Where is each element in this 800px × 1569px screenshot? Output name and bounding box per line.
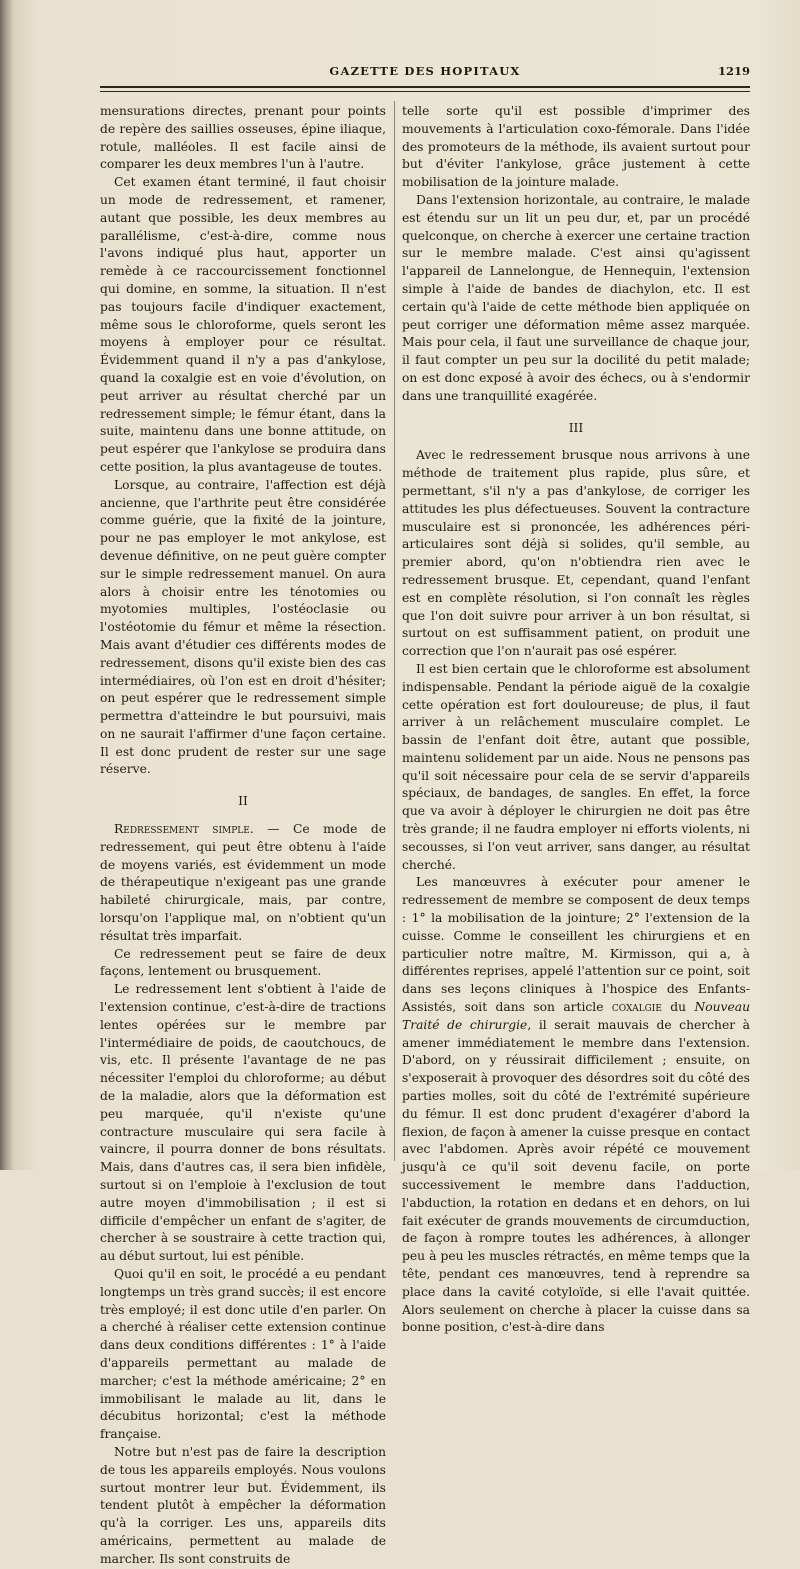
book-title: Nouveau Traité de chirurgie [402, 1000, 750, 1032]
section-heading: III [568, 420, 584, 435]
right-column [402, 103, 750, 1337]
page-number: 1219 [717, 64, 750, 78]
section-heading: II [238, 794, 248, 809]
paragraph: Quoi qu'il en soit, le procédé a eu pendant longtemps un très grand succès; il est encore très employé; il est donc utile d'en parler. On a cherché à réaliser cette extension continue dans deux conditions différentes : 1° à l'aide d'appareils permettant au malade de marcher; c'est la méthode américaine; 2° en immobilisant le malade au lit, dans le décubitus horizontal; c'est la méthode française. [100, 1267, 386, 1442]
running-title: GAZETTE DES HOPITAUX [329, 64, 521, 78]
left-column [100, 103, 386, 1569]
page-header [100, 64, 750, 82]
paragraph: Cet examen étant terminé, il faut choisir un mode de redressement, et ramener, autant que possible, les deux membres au parallélisme, c'est-à-dire, comme nous l'avons indiqué plus haut, apporter un remède à ce raccourcissement fonctionnel qui domine, en somme, la situation. Il n'est pas toujours facile d'indiquer exactement, même sous le chloroforme, quels seront les moyens à employer pour ce résultat. Évidemment quand il n'y a pas d'ankylose, quand la coxalgie est en voie d'évolution, on peut arriver au résultat cherché par un redressement simple; le fémur étant, dans la suite, maintenu dans une bonne attitude, on peut espérer que l'ankylose se produira dans cette position, la plus avantageuse de toutes. [100, 175, 386, 474]
paragraph-text: du [661, 1000, 695, 1015]
paragraph-text: , il serait mauvais de chercher à amener immédiatement le membre dans l'extension. D'abord, on y réussirait difficilement ; ensuite, on s'exposerait à provoquer des désordres soit du côté des parties molles, soit du côté de l'extrémité supérieure du fémur. Il est donc prudent d'exagérer d'abord la flexion, de façon à amener la cuisse presque en contact avec l'abdomen. Après avoir répété ce mouvement jusqu'à ce qu'il soit devenu facile, on porte successivement le membre dans l'adduction, l'abduction, la rotation en dedans et en dehors, on lui fait exécuter de grands mouvements de circumduction, de façon à rompre toutes les adhérences, à allonger peu à peu les muscles rétractés, en même temps que la tête, pendant ces manœuvres, tend à reprendre sa place dans la cavité cotyloïde, si elle l'avait quittée. Alors seulement on cherche à placer la cuisse dans sa bonne position, c'est-à-dire dans [402, 1017, 750, 1335]
paragraph: Il est bien certain que le chloroforme est absolument indispensable. Pendant la période aiguë de la coxalgie cette opération est fort douloureuse; de plus, il faut arriver à un relâchement musculaire complet. Le bassin de l'enfant doit être, autant que possible, maintenu solidement par un aide. Nous ne pensons pas qu'il soit nécessaire pour cela de se servir d'appareils spéciaux, de bandages, de sangles. En effet, la force que va avoir à déployer le chirurgien ne doit pas être très grande; il ne faudra employer ni efforts violents, ni secousses, si l'on veut arriver, sans danger, au résultat cherché. [402, 661, 750, 872]
paragraph: Le redressement lent s'obtient à l'aide de l'extension continue, c'est-à-dire de tractions lentes opérées sur le membre par l'intermédiaire de poids, de caoutchoucs, de vis, etc. Il présente l'avantage de ne pas nécessiter l'emploi du chloroforme; au début de la maladie, alors que la déformation est peu marquée, qu'il n'existe qu'une contracture musculaire qui sera facile à vaincre, il pourra donner de bons résultats. Mais, dans d'autres cas, il sera bien infidèle, surtout si on l'emploie à l'exclusion de tout autre moyen d'immobilisation ; il est si difficile d'empêcher un enfant de s'agiter, de chercher à se soustraire à cette traction qui, au début surtout, lui est pénible. [100, 982, 386, 1264]
column-divider [394, 101, 395, 1161]
paragraph: Avec le redressement brusque nous arrivons à une méthode de traitement plus rapide, plus sûre, et permettant, s'il n'y a pas d'ankylose, de corriger les attitudes les plus défectueuses. Souvent la contracture musculaire est si prononcée, les adhérences péri-articulaires sont déjà si solides, qu'il semble, au premier abord, qu'on n'obtiendra rien avec le redressement brusque. Et, cependant, quand l'enfant est en complète résolution, si l'on connaît les règles que l'on doit suivre pour arriver à un bon résultat, si surtout on est suffisamment patient, on produit une correction que l'on n'aurait pas osé espérer. [402, 448, 750, 659]
paragraph: Dans l'extension horizontale, au contraire, le malade est étendu sur un lit un peu dur, et, par un procédé quelconque, on cherche à exercer une certaine traction sur le membre malade. C'est ainsi qu'agissent l'appareil de Lannelongue, de Hennequin, l'extension simple à l'aide de bandes de diachylon, etc. Il est certain qu'à l'aide de cette méthode bien appliquée on peut corriger une déformation même assez marquée. Mais pour cela, il faut une surveillance de chaque jour, il faut compter un peu sur la docilité du petit malade; on est donc exposé à avoir des échecs, ou à s'endormir dans une tranquillité exagérée. [402, 192, 750, 403]
article-name: coxalgie [611, 1000, 662, 1015]
paragraph: Notre but n'est pas de faire la description de tous les appareils employés. Nous voulons surtout montrer leur but. Évidemment, ils tendent plutôt à empêcher la déformation qu'à la corriger. Les uns, appareils dits américains, permettent au malade de marcher. Ils sont construits de [100, 1444, 386, 1566]
paragraph: Ce redressement peut se faire de deux façons, lentement ou brusquement. [100, 946, 386, 979]
paragraph [100, 821, 386, 946]
paragraph-text: Les manœuvres à exécuter pour amener le redressement de membre se composent de deux temps : 1° la mobilisation de la jointure; 2° l'extension de la cuisse. Comme le conseillent les chirurgiens et en particulier notre maître, M. Kirmisson, qui a, à différentes reprises, appelé l'attention sur ce point, soit dans ses leçons cliniques à l'hospice des Enfants-Assistés, soit dans son article [402, 875, 750, 1015]
paragraph: telle sorte qu'il est possible d'imprimer des mouvements à l'articulation coxo-fémorale. Dans l'idée des promoteurs de la méthode, ils avaient surtout pour but d'éviter l'ankylose, grâce justement à cette mobilisation de la jointure malade. [402, 104, 750, 190]
paragraph: Lorsque, au contraire, l'affection est déjà ancienne, que l'arthrite peut être considérée comme guérie, que la fixité de la jointure, pour ne pas employer le mot ankylose, est devenue définitive, on ne peut guère compter sur le simple redressement manuel. On aura alors à choisir entre les ténotomies ou myotomies multiples, l'ostéoclasie ou l'ostéotomie du fémur et même la résection. Mais avant d'étudier ces différents modes de redressement, disons qu'il existe bien des cas intermédiaires, où l'on est en droit d'hésiter; on peut espérer que le redressement simple permettra d'atteindre le but poursuivi, mais on ne saurait l'affirmer d'une façon certaine. Il est donc prudent de rester sur une sage réserve. [100, 477, 386, 777]
header-rule-thin [100, 91, 750, 92]
run-in-heading: Redressement simple. [114, 822, 254, 837]
paragraph [402, 874, 750, 1337]
paragraph-text: — Ce mode de redressement, qui peut être obtenu à l'aide de moyens variés, est évidemment un mode de thérapeutique n'exigeant pas une grande habileté chirurgicale, mais, par contre, lorsqu'on l'applique mal, on n'obtient qu'un résultat très imparfait. [100, 822, 387, 943]
paragraph: mensurations directes, prenant pour points de repère des saillies osseuses, épine iliaque, rotule, malléoles. Il est facile ainsi de comparer les deux membres l'un à l'autre. [100, 104, 386, 172]
header-rule-thick [100, 86, 750, 88]
